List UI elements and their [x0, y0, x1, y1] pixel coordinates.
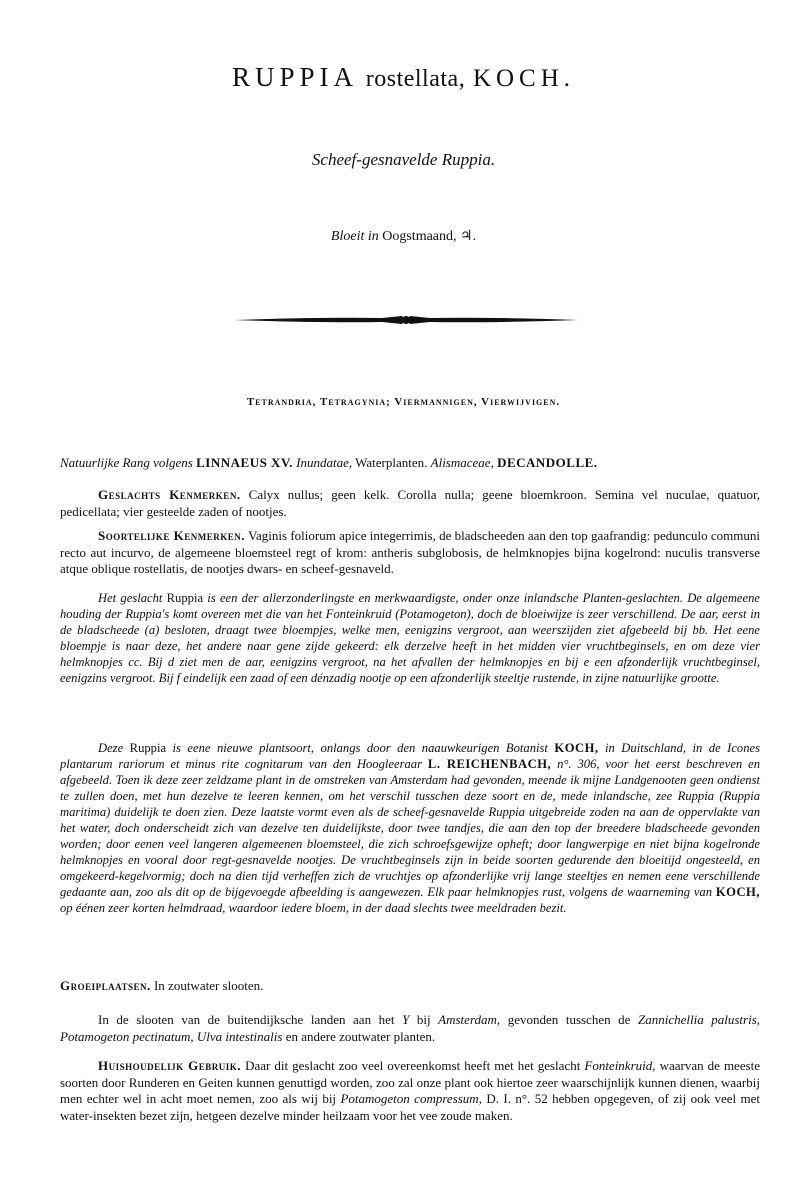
- species-characters-text: Vaginis foliorum apice integerrimis, de bladscheeden aan den top gaafrandig: pedunculo communi recto aut incurvo, de algemeene bloemsteel regt of krom: antheris subglobosis, de helmknopjes bijna kogelrond: nuculis transverse atque oblique rostellatis, de nootjes dwars- en scheef-gesnaveld.: [60, 528, 760, 576]
- household-potamogeton: Potamogeton compressum,: [340, 1091, 482, 1106]
- natural-rank: [60, 455, 760, 472]
- genus-characters-heading: Geslachts Kenmerken.: [98, 487, 241, 502]
- linnaeus: LINNAEUS XV.: [196, 455, 293, 470]
- p2-koch: KOCH,: [554, 741, 599, 755]
- genus-characters-text: Calyx nullus; geen kelk. Corolla nulla; geene bloemkroon. Semina vel nuculae, quatuor, pedicellata; vier gesteelde zaden of nootjes.: [60, 487, 761, 519]
- household-heading: Huishoudelijk Gebruik.: [98, 1058, 242, 1073]
- habitat-text: In zoutwater slooten.: [153, 978, 264, 993]
- inundatae: Inundatae,: [296, 455, 353, 470]
- p2-start: Deze: [98, 741, 124, 755]
- species-characters-heading: Soortelijke Kenmerken.: [98, 528, 246, 543]
- household-text-b: waarvan de meeste soorten door Runderen en Geiten kunnen genuttigd worden, zoo zal onze plant ook hiertoe zeer waarschijnlijk kunnen dienen, waarbij men echter wel in acht moet nemen, zoo als wij bij: [60, 1058, 761, 1106]
- description-paragraph-2: [60, 740, 760, 916]
- household-text-a: Daar dit geslacht zoo veel overeenkomst heeft met het geslacht: [245, 1058, 581, 1073]
- p1-text: is een der allerzonderlingste en merkwaardigste, onder onze inlandsche Planten-geslachten. De algemeene houding der Ruppia's komt overeen met die van het Fonteinkruid (Potamogeton), doch de bloeiwijze is zeer verschillend. De aar, eerst in de bladscheede (a) besloten, draagt twee bloempjes, welke men, eenigzins vergroot, aan weerszijden ziet afgebeeld bij bb. Het eene bloempje is naar deze, het andere naar gene zijde gekeerd: elk derzelve heeft in het midden vier vruchtbeginsels, en om deze vier helmknopjes cc. Bij d ziet men de aar, eenigzins vergroot, na het afvallen der helmknopjes en bij e een afzonderlijk vruchtbeginsel, eenigzins vergroot. Bij f eindelijk een zaad of een dénzadig nootje op een afzonderlijk steeltje rustende, in zijne natuurlijke grootte.: [60, 591, 760, 685]
- p2-text-b: in Duitschland, in de Icones plantarum rariorum et minus rite cognitarum van den Hoogleeraar: [60, 741, 760, 771]
- locality-amsterdam: Amsterdam,: [438, 1012, 501, 1027]
- household-text-c: D. I. n°. 52 hebben opgegeven, of zij ook veel met water-insekten bezet zijn, hetgeen dezelve minder heilzaam voor het vee zoude maken.: [60, 1091, 761, 1123]
- p2-reichenbach: L. REICHENBACH,: [427, 757, 552, 771]
- p2-text-d: op éénen zeer korten helmdraad, waardoor iedere bloem, in der daad slechts twee meeldraden bezit.: [60, 901, 567, 915]
- locality-text-b: bij: [416, 1012, 431, 1027]
- habitat: [60, 978, 760, 995]
- p1-ruppia: Ruppia: [166, 591, 204, 605]
- p2-ruppia: Ruppia: [129, 741, 167, 755]
- decandolle: DECANDOLLE.: [497, 455, 598, 470]
- locality-text-d: en andere zoutwater planten.: [285, 1028, 436, 1044]
- locality-species-2: Potamogeton pectinatum,: [60, 1028, 194, 1044]
- household-fonteinkruid: Fonteinkruid,: [584, 1058, 656, 1073]
- locality-species-1: Zannichellia palustris,: [637, 1012, 761, 1027]
- p1-start: Het geslacht: [98, 591, 163, 605]
- bloom-label: Bloeit in: [330, 229, 379, 244]
- habitat-heading: Groeiplaatsen.: [60, 978, 151, 993]
- alismaceae: Alismaceae,: [430, 455, 494, 470]
- waterplanten: Waterplanten.: [355, 455, 428, 470]
- title-genus: RUPPIA: [231, 62, 358, 92]
- perennial-symbol-icon: ♃.: [460, 229, 477, 244]
- locality-y: Y: [402, 1012, 410, 1027]
- household-use: [60, 1058, 760, 1124]
- page-title: [0, 62, 807, 93]
- description-paragraph-1: [60, 590, 760, 686]
- classification: Tetrandria, Tetragynia; Viermannigen, Vierwijvigen.: [246, 396, 561, 408]
- p2-koch-2: KOCH,: [715, 885, 760, 899]
- locality: [60, 1012, 760, 1045]
- natural-rank-label: Natuurlijke Rang volgens: [60, 455, 193, 470]
- bloom-month: Oogstmaand,: [382, 229, 457, 244]
- title-author: KOCH.: [472, 65, 576, 92]
- locality-text-a: In de slooten van de buitendijksche landen aan het: [98, 1012, 395, 1027]
- ornament-divider-icon: [232, 312, 580, 328]
- locality-text-c: gevonden tusschen de: [507, 1012, 631, 1027]
- subtitle: Scheef-gesnavelde Ruppia.: [311, 150, 496, 169]
- genus-characters: [60, 487, 760, 520]
- title-species: rostellata,: [365, 66, 466, 92]
- p2-text-c: n°. 306, voor het eerst beschreven en afgebeeld. Toen ik deze zeer zeldzame plant in de omstreken van Amsterdam had gevonden, meende ik mijne Landgenooten geen ondienst te zullen doen, met hun dezelve te leeren kennen, om het verschil tusschen deze soort en de, mede inlandsche, zee Ruppia (Ruppia maritima) duidelijk te doen zien. Deze laatste vormt even als de scheef-gesnavelde Ruppia uitgebreide zoden na aan de oppervlakte van het water, doch onderscheidt zich van dezelve ten duidelijkste, door twee tandjes, die aan den top der breedere bladscheede gevonden worden; door eenen veel langeren algemeenen bloemsteel, die zich schroefsgewijze opheft; door langwerpige en niet bijna kogelronde helmknopjes en vooral door regt-gesnavelde nootjes. De vruchtbeginsels zijn in beide soorten gedurende den bloeitijd ongesteeld, en omgekeerd-kegelvormig; doch na dien tijd verheffen zich de vruchtjes op afzonderlijke vrij lange steeltjes en nemen eene verschillende gedaante aan, zoo als dit op de bijgevoegde afbeelding is aangewezen. Elk paar helmknopjes rust, volgens de waarneming van: [60, 757, 761, 899]
- species-characters: [60, 528, 760, 578]
- p2-text-a: is eene nieuwe plantsoort, onlangs door den naauwkeurigen Botanist: [172, 741, 548, 755]
- locality-species-3: Ulva intestinalis: [196, 1028, 283, 1044]
- bloom-line: [0, 228, 807, 245]
